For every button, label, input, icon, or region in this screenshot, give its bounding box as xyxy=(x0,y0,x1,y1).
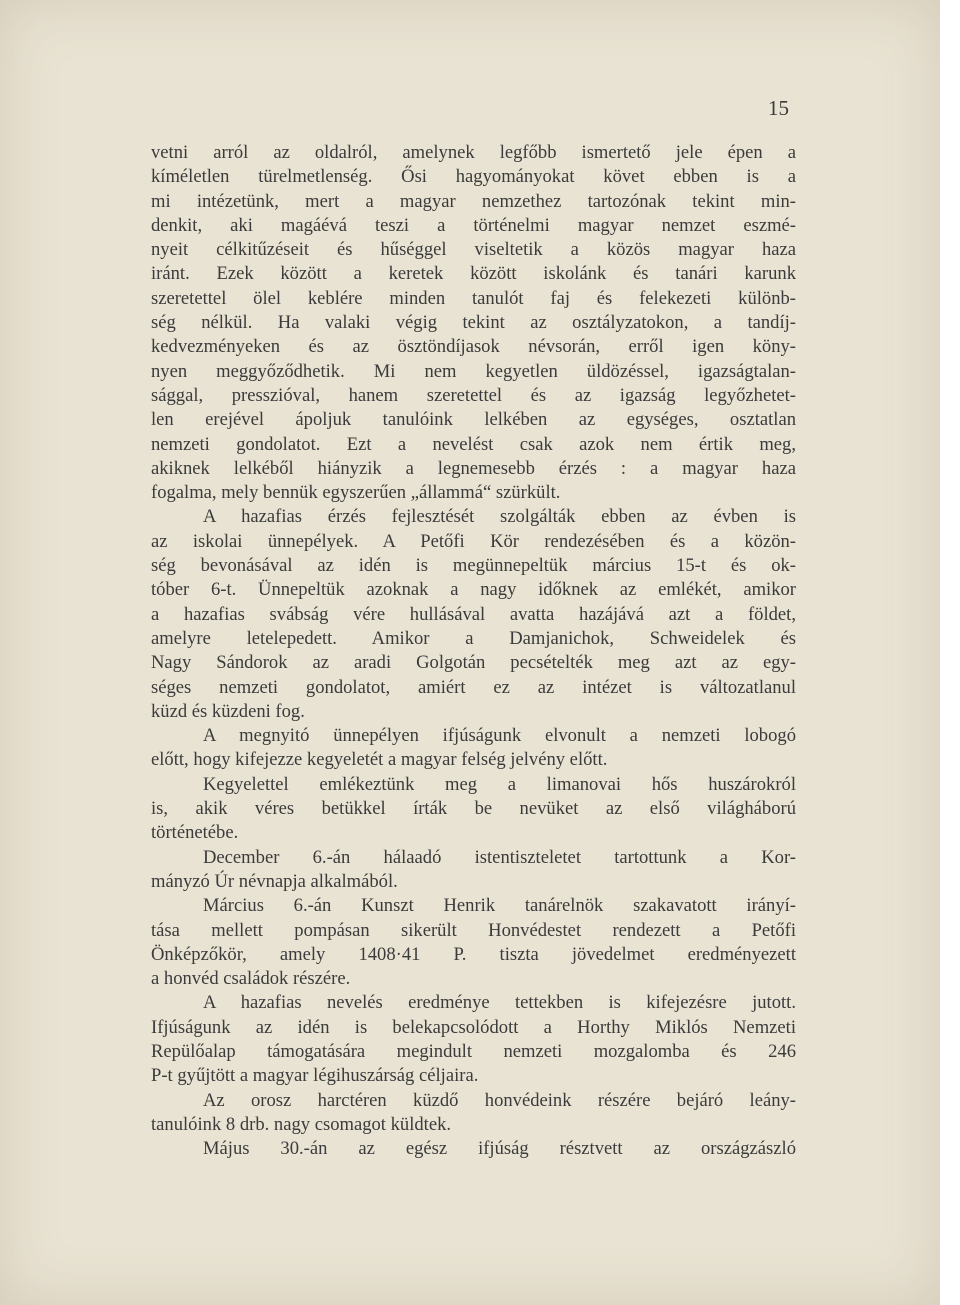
text-line: A megnyitó ünnepélyen ifjúságunk elvonult a nemzeti lobogó xyxy=(203,725,796,747)
text-line: ség nélkül. Ha valaki végig tekint az osztályzatokon, a tandíj- xyxy=(151,312,796,334)
text-line: tása mellett pompásan sikerült Honvédestet rendezett a Petőfi xyxy=(151,919,796,941)
body-text xyxy=(151,141,796,1161)
text-line: Önképzőkör, amely 1408·41 P. tiszta jövedelmet eredményezett xyxy=(151,943,796,965)
text-line: A hazafias érzés fejlesztését szolgálták ebben az évben is xyxy=(203,506,796,528)
text-line: amelyre letelepedett. Amikor a Damjanichok, Schweidelek és xyxy=(151,627,796,649)
text-line: nemzeti gondolatot. Ezt a nevelést csak azok nem értik meg, xyxy=(151,433,796,455)
text-line: sággal, presszióval, hanem szeretettel és az igazság legyőzhetet- xyxy=(151,384,796,406)
right-margin xyxy=(940,0,960,1305)
text-line: a hazafias svábság vére hullásával avatta hazájává azt a földet, xyxy=(151,603,796,625)
text-line: Nagy Sándorok az aradi Golgotán pecsételték meg azt az egy- xyxy=(151,652,796,674)
text-line: Március 6.-án Kunszt Henrik tanárelnök szakavatott irányí- xyxy=(203,895,796,917)
text-line: Ifjúságunk az idén is belekapcsolódott a Horthy Miklós Nemzeti xyxy=(151,1016,796,1038)
text-line: vetni arról az oldalról, amelynek legfőbb ismertető jele épen a xyxy=(151,142,796,163)
text-line: kíméletlen türelmetlenség. Ősi hagyományokat követ ebben is a xyxy=(151,166,796,188)
text-line: történetébe. xyxy=(151,822,239,844)
text-line: küzd és küzdeni fog. xyxy=(151,700,305,722)
text-line: P-t gyűjtött a magyar légihuszárság céljaira. xyxy=(151,1065,479,1087)
text-line: December 6.-án hálaadó istentiszteletet tartottunk a Kor- xyxy=(203,846,796,868)
text-line: Repülőalap támogatására megindult nemzeti mozgalomba és 246 xyxy=(151,1040,796,1062)
text-line: ség bevonásával az idén is megünnepeltük március 15-t és ok- xyxy=(151,555,796,577)
text-line: mi intézetünk, mert a magyar nemzethez tartozónak tekint min- xyxy=(151,190,796,212)
text-line: tóber 6-t. Ünnepeltük azoknak a nagy időknek az emlékét, amikor xyxy=(151,579,796,601)
text-line: nyen meggyőződhetik. Mi nem kegyetlen üldözéssel, igazságtalan- xyxy=(151,360,796,382)
text-line: séges nemzeti gondolatot, amiért ez az intézet is változatlanul xyxy=(151,676,796,698)
text-line: akiknek lelkéből hiányzik a legnemesebb érzés : a magyar haza xyxy=(151,457,796,479)
text-line: Az orosz harctéren küzdő honvédeink részére bejáró leány- xyxy=(203,1089,796,1111)
text-line: is, akik véres betükkel írták be nevüket az első világháború xyxy=(151,798,796,820)
text-line: tanulóink 8 drb. nagy csomagot küldtek. xyxy=(151,1113,452,1135)
text-line: előtt, hogy kifejezze kegyeletét a magyar felség jelvény előtt. xyxy=(151,749,608,771)
page-number: 15 xyxy=(768,96,789,120)
text-line: iránt. Ezek között a keretek között iskolánk és tanári karunk xyxy=(151,263,796,285)
text-line: szeretettel ölel keblére minden tanulót faj és felekezeti különb- xyxy=(151,287,796,309)
text-line: fogalma, mely bennük egyszerűen „állammá“ szürkült. xyxy=(151,482,561,504)
text-line: A hazafias nevelés eredménye tettekben is kifejezésre jutott. xyxy=(203,992,796,1014)
text-line: kedvezményeken és az ösztöndíjasok névsorán, erről igen köny- xyxy=(151,336,796,358)
text-line: nyeit célkitűzéseit és hűséggel viseltetik a közös magyar haza xyxy=(151,239,796,261)
text-line: mányzó Úr névnapja alkalmából. xyxy=(151,870,398,892)
text-line: az iskolai ünnepélyek. A Petőfi Kör rendezésében és a közön- xyxy=(151,530,796,552)
text-line: a honvéd családok részére. xyxy=(151,968,351,990)
text-line: len erejével ápoljuk tanulóink lelkében az egységes, osztatlan xyxy=(151,409,796,431)
text-line: denkit, aki magáévá teszi a történelmi magyar nemzet eszmé- xyxy=(151,214,796,236)
text-line: Kegyelettel emlékeztünk meg a limanovai hős huszárokról xyxy=(203,773,796,795)
text-line: Május 30.-án az egész ifjúság résztvett az országzászló xyxy=(203,1138,796,1160)
